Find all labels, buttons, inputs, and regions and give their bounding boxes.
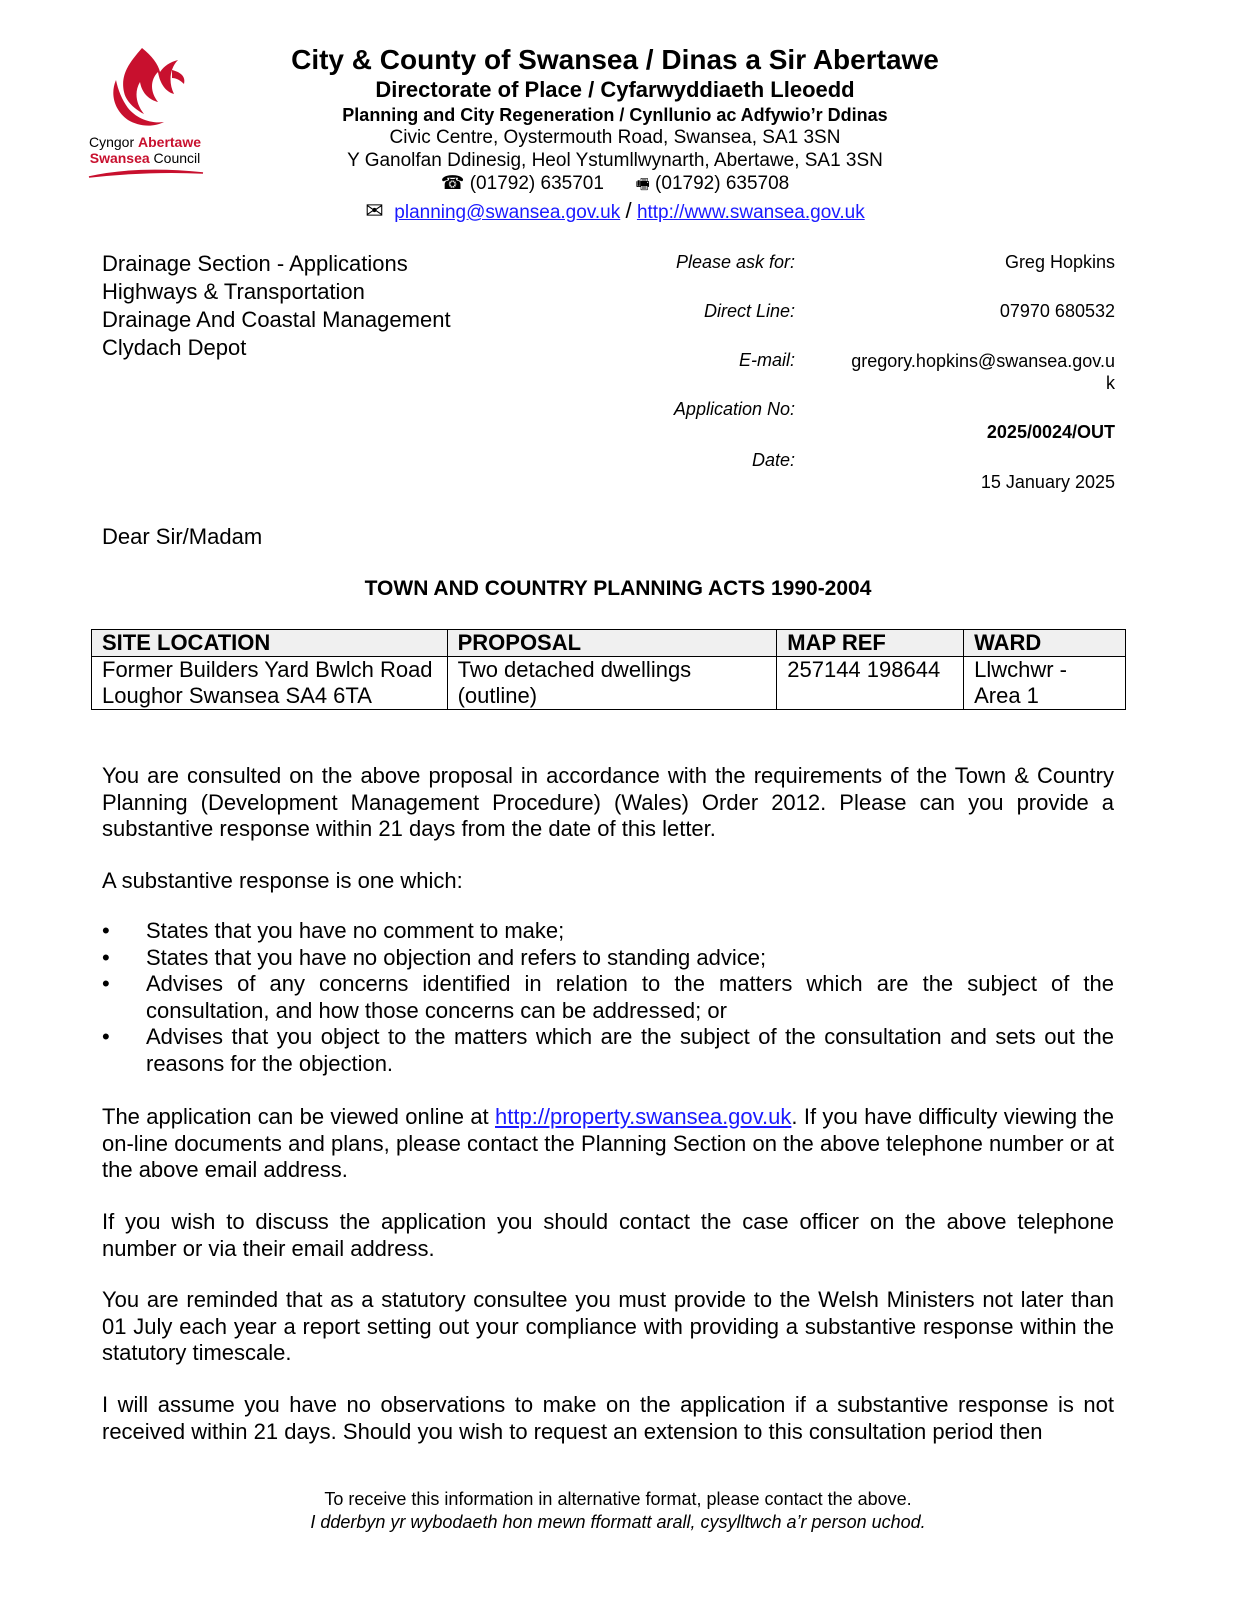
application-no-label: Application No:: [673, 399, 795, 419]
ask-for-value: Greg Hopkins: [1004, 252, 1115, 272]
fax-number: (01792) 635708: [655, 173, 790, 194]
recipient-line: Drainage Section - Applications: [102, 251, 408, 276]
paragraph-statutory: You are reminded that as a statutory consultee you must provide to the Welsh Ministers not later than 01 July each year a report setting out your compliance with providing a substantive response within the statutory timescale.: [102, 1287, 1114, 1365]
table-header-row: [92, 630, 1126, 657]
paragraph-assumption: I will assume you have no observations to make on the application if a substantive response is not received within 21 days. Should you wish to request an extension to this consultation period then: [102, 1392, 1114, 1444]
list-item: [102, 971, 1114, 1024]
email-web-line: [250, 198, 980, 224]
ward-cell: Llwchwr - Area 1: [964, 657, 1126, 710]
email-value-line: gregory.hopkins@swansea.gov.u: [851, 351, 1115, 371]
list-item: [102, 1024, 1114, 1077]
footer-english: To receive this information in alternative format, please contact the above.: [324, 1489, 912, 1509]
direct-line-value: 07970 680532: [999, 301, 1115, 321]
website-link[interactable]: http://www.swansea.gov.uk: [636, 202, 865, 223]
column-header: SITE LOCATION: [92, 630, 448, 657]
recipient-line: Drainage And Coastal Management: [102, 307, 451, 332]
date-label: Date:: [751, 450, 795, 470]
proposal-cell: Two detached dwellings (outline): [447, 657, 777, 710]
application-table: [91, 629, 1126, 710]
address-english: Civic Centre, Oystermouth Road, Swansea, SA1 3SN: [389, 127, 841, 148]
fax-icon: 🖷: [635, 176, 650, 193]
email-label: E-mail:: [738, 350, 795, 370]
footer-welsh: I dderbyn yr wybodaeth hon mewn fformatt arall, cysylltwch a’r person uchod.: [310, 1512, 926, 1532]
recipient-address: [102, 250, 451, 362]
list-item-text: Advises that you object to the matters which are the subject of the consultation and sets out the reasons for the objection.: [146, 1024, 1114, 1076]
directorate: Directorate of Place / Cyfarwyddiaeth Lleoedd: [375, 77, 855, 102]
recipient-line: Highways & Transportation: [102, 279, 365, 304]
envelope-icon: ✉: [365, 198, 384, 223]
map-ref-cell: 257144 198644: [777, 657, 964, 710]
logo-text: Cyngor Abertawe Swansea Council: [80, 134, 210, 182]
swansea-council-logo: [80, 42, 210, 192]
recipient-line: Clydach Depot: [102, 335, 247, 360]
department: Planning and City Regeneration / Cynllunio ac Adfywio’r Ddinas: [342, 105, 888, 125]
list-item-text: States that you have no comment to make;: [146, 918, 565, 943]
paragraph-discuss: If you wish to discuss the application you should contact the case officer on the above telephone number or via their email address.: [102, 1209, 1114, 1261]
bullet-icon: •: [102, 971, 110, 996]
separator: /: [625, 198, 632, 223]
list-item: [102, 918, 1114, 945]
bullet-icon: •: [102, 1024, 110, 1049]
table-row: [92, 657, 1126, 710]
paragraph-view-online: [102, 1104, 1114, 1184]
bullet-list: [102, 918, 1114, 1077]
ask-for-label: Please ask for:: [675, 252, 795, 272]
column-header: WARD: [964, 630, 1126, 657]
application-no-value: 2025/0024/OUT: [986, 422, 1115, 442]
address-welsh: Y Ganolfan Ddinesig, Heol Ystumllwynarth, Abertawe, SA1 3SN: [347, 150, 883, 171]
text: The application can be viewed online at: [102, 1104, 496, 1129]
phoenix-icon: [80, 42, 210, 137]
bullet-icon: •: [102, 918, 110, 943]
council-title: City & County of Swansea / Dinas a Sir Abertawe: [291, 44, 939, 75]
phone-icon: ☎: [440, 173, 465, 194]
salutation: Dear Sir/Madam: [102, 524, 263, 549]
text: . If you have difficulty viewing the on-line documents and plans, please contact the Planning Section on the above telephone number or at the above email address.: [102, 1104, 1114, 1182]
phone-number: (01792) 635701: [469, 173, 604, 194]
column-header: PROPOSAL: [447, 630, 777, 657]
column-header: MAP REF: [777, 630, 964, 657]
property-website-link[interactable]: http://property.swansea.gov.uk: [495, 1104, 792, 1129]
list-item-text: States that you have no objection and refers to standing advice;: [146, 944, 767, 970]
email-value-line: k: [1106, 373, 1115, 393]
document-heading: TOWN AND COUNTRY PLANNING ACTS 1990-2004: [364, 577, 872, 600]
list-item-text: Advises of any concerns identified in relation to the matters which are the subject of the consultation, and how those concerns can be addressed; or: [146, 971, 1114, 1023]
email-value: [815, 350, 1115, 394]
site-location-cell: Former Builders Yard Bwlch Road Loughor Swansea SA4 6TA: [92, 657, 448, 710]
bullet-icon: •: [102, 944, 110, 970]
paragraph-consultation: You are consulted on the above proposal in accordance with the requirements of the Town & Country Planning (Development Management Procedure) (Wales) Order 2012. Please can you provide a substantive response within 21 days from the date of this letter.: [102, 763, 1114, 841]
paragraph-substantive: A substantive response is one which:: [102, 868, 463, 893]
phone-fax-line: [250, 172, 980, 199]
planning-email-link[interactable]: planning@swansea.gov.uk: [394, 202, 621, 223]
logo-swoosh: [85, 167, 205, 179]
list-item: [102, 945, 1114, 972]
date-value: 15 January 2025: [980, 472, 1115, 492]
direct-line-label: Direct Line:: [703, 301, 795, 321]
